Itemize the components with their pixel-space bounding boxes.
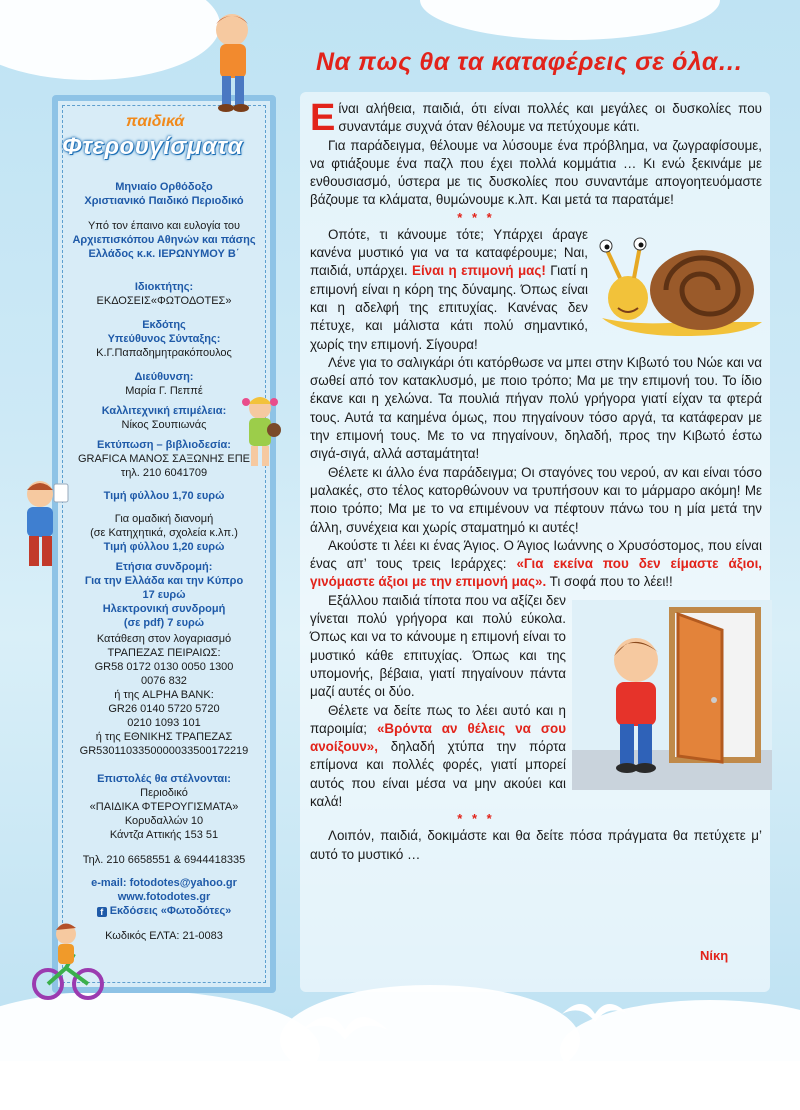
bank-line: ή της ALPHA BANK: (114, 689, 214, 701)
sidebar-group (58, 512, 270, 554)
art-value: Νίκος Σουπιωνάς (121, 419, 207, 431)
paragraph-text: δηλαδή χτύπα την πόρτα επίμονα και πολλές φορές, γιατί μπορεί αυτός που είναι μέσα να μην ακούει και καλά! (310, 739, 566, 809)
article-paragraph (310, 537, 762, 592)
print-phone: τηλ. 210 6041709 (120, 467, 208, 479)
paragraph-text: Ακούστε τι λέει κι ένας Άγιος. Ο Άγιος Ιωάννης ο Χρυσόστομος, που είναι ένας απ’ τους τρεις Ιεράρχες: (310, 537, 762, 572)
website-link[interactable]: www.fotodotes.gr (117, 891, 211, 903)
subscription-price: 17 ευρώ (142, 589, 186, 601)
address-line: Περιοδικό (140, 787, 188, 799)
sidebar-subscription (58, 560, 270, 630)
editor-value: Κ.Γ.Παπαδημητρακόπουλος (96, 347, 232, 359)
owner-label: Ιδιοκτήτης: (134, 281, 194, 293)
address-line: Κάντζα Αττικής 153 51 (109, 829, 219, 841)
price-group: Τιμή φύλλου 1,20 ευρώ (103, 541, 225, 553)
esubscription-label: Ηλεκτρονική συνδρομή (102, 603, 226, 615)
quote-text: «Για εκείνα που δεν είμαστε άξιοι, γινόμαστε άξιοι με την επιμονή μας». (310, 556, 763, 590)
article-paragraph (310, 97, 762, 139)
bird-icon (560, 990, 630, 1030)
girl-bicycle-illustration (30, 920, 106, 1002)
auspices-line: Υπό τον έπαινο και ευλογία του (87, 220, 241, 232)
bird-icon (300, 1000, 390, 1050)
article-paragraph: Θέλετε κι άλλο ένα παράδειγμα; Οι σταγόνες του νερού, αν και είναι τόσο μαλακές, στο τέλος κατορθώνουν να τρυπήσουν και το μάρμαρο ακόμη! Με ποιο τρόπο; Μα με το να επιμένουν να πέφτουν πάνω του η μία μετά την άλλη, συνέχεια και χωρίς σταματημό κι αυτές! (310, 464, 762, 535)
bank-line: GR5301103350000033500172219 (79, 745, 249, 757)
sidebar-letters (58, 772, 270, 842)
bank-line: Κατάθεση στον λογαριασμό (96, 633, 232, 645)
article-paragraph: Για παράδειγμα, θέλουμε να λύσουμε ένα πρόβλημα, να ζωγραφίσουμε, να φτιάξουμε ένα παζλ που έχει πολλά κομμάτια … Κι ενώ ξεκινάμε με ενθουσιασμό, ύστερα με τις δυσκολίες που συναντάμε απογοητευόμαστε βάζουμε τα κλάματα, θυμώνουμε κ.λπ. Και μετά τα παρατάμε! (310, 137, 762, 208)
facebook-link[interactable] (58, 904, 270, 918)
sidebar-price (58, 489, 270, 503)
logo-big-text: Φτερουγίσματα (62, 133, 243, 160)
bank-line: 0076 832 (141, 675, 187, 687)
article-paragraph: Λοιπόν, παιδιά, δοκιμάστε και θα δείτε πόσα πράγματα θα πετύχετε μ’ αυτό το μυστικό … (310, 828, 762, 862)
author-signature: Νίκη (700, 948, 729, 963)
group-line: Για ομαδική διανομή (114, 513, 214, 525)
bank-line: GR26 0140 5720 5720 (108, 703, 220, 715)
address-line: Κορυδαλλών 10 (124, 815, 204, 827)
paragraph-text: Θέλετε να δείτε πως το λέει αυτό και η παροιμία; (310, 702, 566, 736)
art-label: Καλλιτεχνική επιμέλεια: (101, 405, 227, 417)
paragraph-text: Γιατί η επιμονή είναι η κόρη της δύναμης. Όπως είναι και η αδελφή της επιτυχίας. Κανένας δεν πέτυχε, και μάλιστα κάτι πολύ σημαντικό, χωρίς την επιμονή. Σίγουρα! (310, 263, 588, 352)
subtitle-line: Χριστιανικό Παιδικό Περιοδικό (84, 195, 244, 207)
subscription-region: Για την Ελλάδα και την Κύπρο (84, 575, 244, 587)
email-link[interactable]: e-mail: fotodotes@yahoo.gr (91, 877, 237, 889)
article-title: Να πως θα τα καταφέρεις σε όλα… (316, 48, 744, 76)
print-label: Εκτύπωση – βιβλιοδεσία: (97, 439, 231, 451)
snail-illustration (594, 226, 766, 341)
subtitle-line: Μηνιαίο Ορθόδοξο (115, 181, 213, 193)
facebook-icon: f (97, 907, 107, 917)
subscription-label: Ετήσια συνδρομή: (115, 561, 213, 573)
article-body (310, 97, 763, 864)
boy-illustration (196, 8, 266, 118)
section-divider: * * * (457, 811, 495, 827)
article-paragraph: Εξάλλου παιδιά τίποτα που να αξίζει δεν γίνεται πολύ γρήγορα και πολύ εύκολα. Όπως και να το κάνουμε η επιμονή είναι το μυστικό κάθε επιτυχίας. Όπως και της υπομονής, βέβαια, γιατί πηγαίνουν πάντα μαζί αυτές οι δύο. (310, 592, 566, 700)
address-line: «ΠΑΙΔΙΚΑ ΦΤΕΡΟΥΓΙΣΜΑΤΑ» (89, 801, 239, 813)
price-single: Τιμή φύλλου 1,70 ευρώ (103, 490, 225, 502)
logo-small-text: παιδικά (126, 113, 185, 130)
child-drinking-illustration (14, 476, 76, 574)
article-paragraph: Λένε για το σαλιγκάρι ότι κατόρθωσε να μπει στην Κιβωτό του Νώε και να σωθεί από τον κατακλυσμό, με ποιο τρόπο; Μα με την επιμονή του. Το ίδιο έκανε και η χελώνα. Τα πουλιά πήγαν πολύ γρήγορα γιατί είχαν τα φτερά τους. Αυτά τα καημένα όμως, που πηγαίνουν τόσο αργά, τα κατάφεραν με την επιμονή τους. Με το να πηγαίνουν, δηλαδή, προς την Κιβωτό έστω σιγά-σιγά, αλλά ασταμάτητα! (310, 354, 762, 462)
editor-label: Υπεύθυνος Σύνταξης: (107, 333, 221, 345)
sidebar-phones (58, 853, 270, 867)
paragraph-text: ίναι αλήθεια, παιδιά, ότι είναι πολλές και μεγάλες οι δυσκολίες που συναντάμε συχνά όταν θέλουμε να πετύχουμε κάτι. (338, 101, 762, 135)
elta-code: Κωδικός ΕΛΤΑ: 21-0083 (105, 930, 223, 942)
bank-line: GR58 0172 0130 0050 1300 (94, 661, 234, 673)
auspices-name: Αρχιεπισκόπου Αθηνών και πάσης Ελλάδος κ.κ. ΙΕΡΩΝΥΜΟΥ Β΄ (72, 234, 256, 260)
director-value: Μαρία Γ. Πεππέ (125, 385, 203, 397)
esubscription-price: (σε pdf) 7 ευρώ (123, 617, 205, 629)
phone-numbers: Τηλ. 210 6658551 & 6944418335 (82, 854, 246, 866)
proverb-text: «Βρόντα αν θέλεις να σου ανοίξουν», (310, 720, 566, 755)
boy-door-illustration (572, 600, 772, 790)
print-value: GRAFICA ΜΑΝΟΣ ΣΑΞΩΝΗΣ ΕΠΕ (77, 453, 251, 465)
sidebar-bank (58, 632, 270, 758)
paragraph-text: Οπότε, τι κάνουμε τότε; Υπάρχει άραγε κανένα μυστικό για να τα καταφέρουμε; Ναι, παιδιά, υπάρχει. (310, 226, 588, 279)
drop-cap: Ε (310, 97, 336, 139)
sidebar-owner (58, 280, 270, 308)
paragraph-text: Τι σοφά που το λέει!! (546, 574, 673, 590)
highlight-text: Είναι η επιμονή μας! (412, 263, 546, 279)
sidebar-contact (58, 876, 270, 918)
magazine-logo (62, 113, 272, 173)
letters-label: Επιστολές θα στέλνονται: (97, 773, 231, 785)
bank-line: ΤΡΑΠΕΖΑΣ ΠΕΙΡΑΙΩΣ: (107, 647, 221, 659)
section-divider: * * * (457, 209, 495, 225)
group-line: (σε Κατηχητικά, σχολεία κ.λπ.) (90, 527, 238, 539)
sidebar-subtitle (58, 180, 270, 208)
owner-value: ΕΚΔΟΣΕΙΣ«ΦΩΤΟΔΟΤΕΣ» (96, 295, 232, 307)
bank-line: 0210 1093 101 (127, 717, 201, 729)
facebook-label: Εκδόσεις «Φωτοδότες» (109, 905, 232, 917)
director-label: Διεύθυνση: (134, 371, 194, 383)
sidebar-publisher (58, 318, 270, 360)
bank-line: ή της ΕΘΝΙΚΗΣ ΤΡΑΠΕΖΑΣ (95, 731, 233, 743)
publisher-label: Εκδότης (142, 319, 186, 331)
girl-illustration (232, 392, 292, 472)
